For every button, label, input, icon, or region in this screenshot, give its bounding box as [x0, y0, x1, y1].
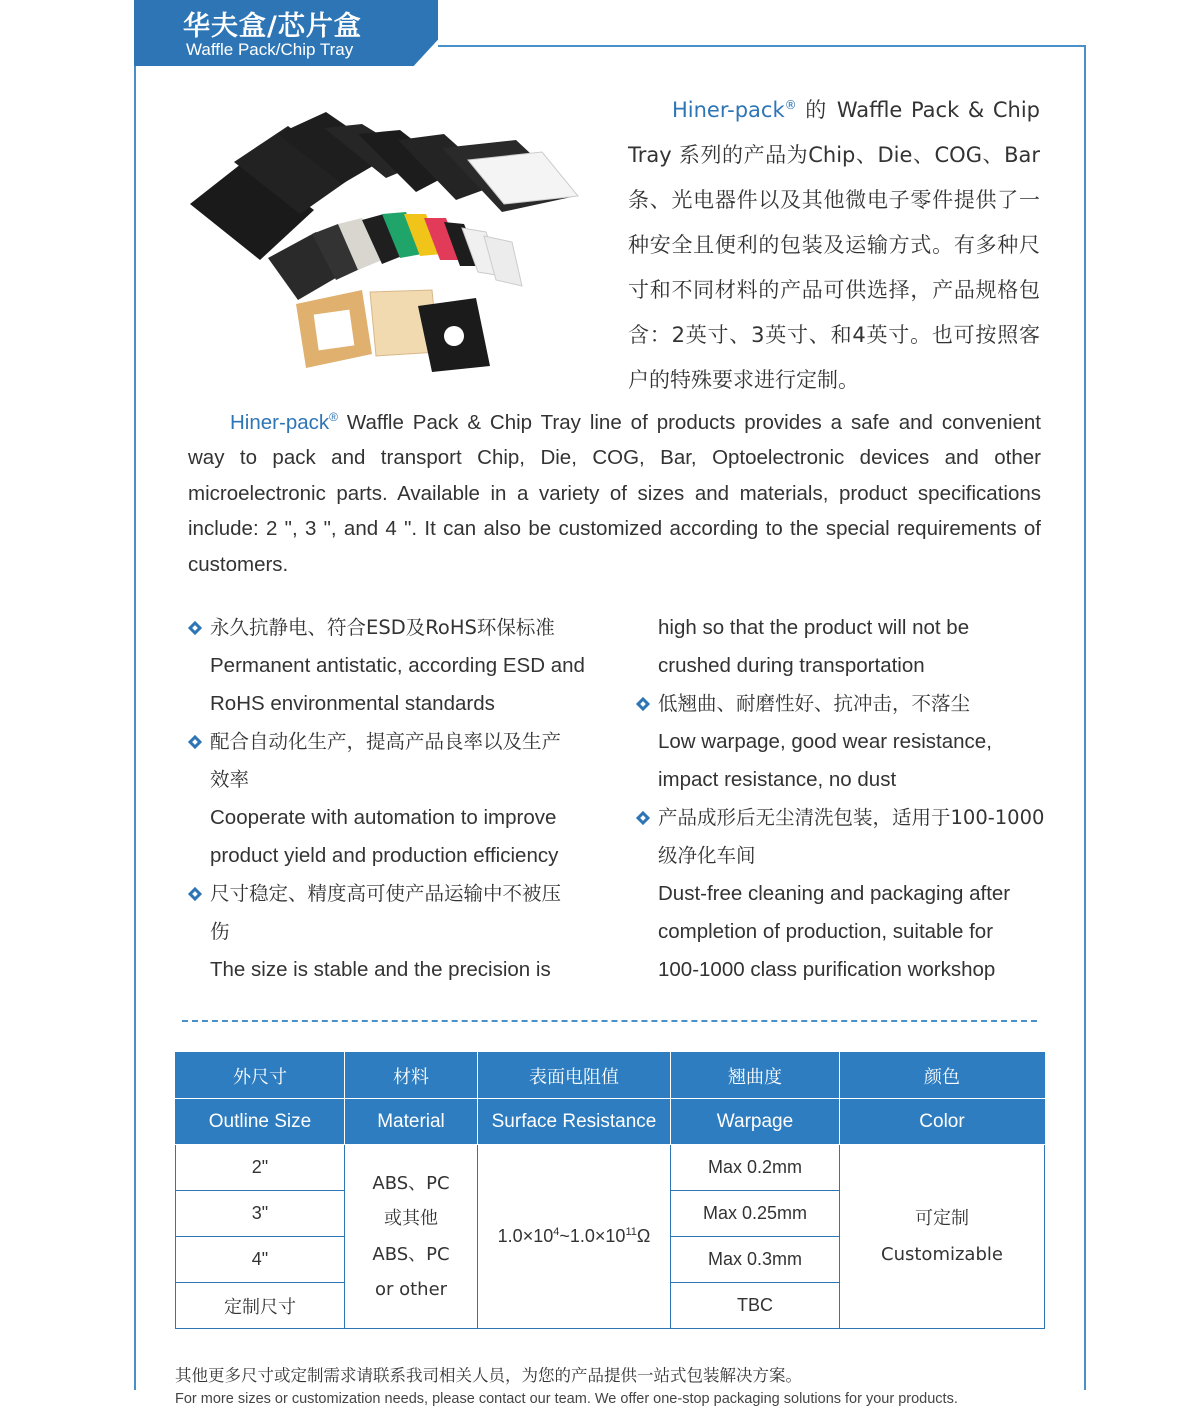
registered-mark: ® — [784, 98, 797, 112]
feature-line-text: Permanent antistatic, according ESD and — [210, 654, 585, 677]
feature-line-text: 级净化车间 — [658, 844, 756, 867]
feature-item — [190, 875, 610, 913]
feature-line-text: 产品成形后无尘清洗包装，适用于100-1000 — [658, 806, 1045, 829]
table-row — [176, 1145, 1045, 1191]
table-header-row-en — [176, 1099, 1045, 1145]
footer-note-en: For more sizes or customization needs, please contact our team. We offer one-stop packaging solutions for your products. — [175, 1391, 958, 1407]
resistance-sep: ~ — [559, 1226, 570, 1246]
table-header-row-cn — [176, 1053, 1045, 1099]
feature-text — [190, 799, 610, 837]
diamond-bullet-icon — [188, 621, 202, 635]
feature-text — [638, 875, 1058, 913]
section-title-cn: 华夫盒/芯片盒 — [183, 11, 362, 42]
brand-name-en: Hiner-pack — [230, 410, 330, 434]
color-line: 可定制 — [915, 1208, 969, 1229]
size-cell: 定制尺寸 — [176, 1283, 345, 1329]
feature-line-text: impact resistance, no dust — [658, 768, 897, 791]
feature-text — [190, 837, 610, 875]
feature-list-left — [190, 609, 610, 989]
diamond-bullet-icon — [636, 811, 650, 825]
feature-item — [190, 723, 610, 761]
color-cell — [840, 1145, 1045, 1329]
material-line: ABS、PC — [372, 1243, 450, 1265]
frame-right-line — [1084, 45, 1086, 1390]
material-line: 或其他 — [384, 1208, 438, 1229]
feature-item — [190, 609, 610, 647]
header-size-cn: 外尺寸 — [176, 1053, 345, 1099]
feature-line-text: Low warpage, good wear resistance, — [658, 730, 992, 753]
intro-cn-text: 的 Waffle Pack & Chip Tray 系列的产品为Chip、Die、COG、Bar条、光电器件以及其他微电子零件提供了一种安全且便利的包装及运输方式。有多种尺寸和不同材料的产品可供选择，产品规格包含：2英寸、3英寸、和4英寸。也可按照客户的特殊要求进行定制。 — [628, 98, 1040, 392]
feature-text — [190, 913, 610, 951]
resistance-cell — [478, 1145, 671, 1329]
diamond-bullet-icon — [188, 887, 202, 901]
resistance-high-exp: 11 — [625, 1226, 637, 1238]
feature-line-text: 效率 — [210, 768, 250, 791]
diamond-bullet-icon — [636, 697, 650, 711]
warpage-cell: Max 0.2mm — [671, 1145, 840, 1191]
feature-item — [638, 799, 1058, 837]
intro-cn — [628, 83, 1040, 403]
feature-line-text: product yield and production efficiency — [210, 844, 559, 867]
color-line: Customizable — [881, 1243, 1003, 1265]
material-line: or other — [374, 1279, 448, 1300]
header-warpage-en: Warpage — [671, 1099, 840, 1145]
intro-en — [188, 400, 1041, 582]
feature-text — [190, 685, 610, 723]
brand-name: Hiner-pack — [672, 98, 785, 122]
header-material-en: Material — [345, 1099, 478, 1145]
feature-text — [638, 951, 1058, 989]
feature-line-text: 低翘曲、耐磨性好、抗冲击，不落尘 — [658, 692, 971, 715]
feature-text — [638, 837, 1058, 875]
frame-left-line — [134, 66, 136, 1390]
dashed-divider — [182, 1020, 1037, 1022]
feature-text — [190, 761, 610, 799]
feature-line-text: 尺寸稳定、精度高可使产品运输中不被压 — [210, 882, 562, 905]
feature-line-text: The size is stable and the precision is — [210, 958, 551, 981]
warpage-cell: Max 0.3mm — [671, 1237, 840, 1283]
feature-line-text: crushed during transportation — [658, 654, 925, 677]
size-cell: 3" — [176, 1191, 345, 1237]
feature-list-right — [638, 609, 1058, 989]
tray-row-colored — [268, 212, 522, 300]
resistance-low: 1.0×10 — [497, 1226, 554, 1246]
spec-table — [175, 1052, 1045, 1329]
feature-line-text: 永久抗静电、符合ESD及RoHS环保标准 — [210, 616, 555, 639]
header-color-en: Color — [840, 1099, 1045, 1145]
feature-line-text: 配合自动化生产，提高产品良率以及生产 — [210, 730, 562, 753]
tray-row-frames — [296, 290, 490, 372]
feature-line-text: Cooperate with automation to improve — [210, 806, 557, 829]
section-title-en: Waffle Pack/Chip Tray — [186, 40, 354, 59]
feature-item — [638, 685, 1058, 723]
header-color-cn: 颜色 — [840, 1053, 1045, 1099]
header-resistance-cn: 表面电阻值 — [478, 1053, 671, 1099]
intro-en-text: Waffle Pack & Chip Tray line of products provides a safe and convenient way to pack and transport Chip, Die, COG, Bar, Optoelectronic devices and other microelectronic parts. Available in a variety of sizes and materials, product specifications include: 2 ", 3 ", and 4 ". It can also be customized according to the special requirements of customers. — [188, 410, 1041, 576]
warpage-cell: Max 0.25mm — [671, 1191, 840, 1237]
feature-text — [638, 609, 1058, 647]
product-photo — [186, 100, 586, 390]
feature-line-text: high so that the product will not be — [658, 616, 970, 639]
resistance-high: 1.0×10 — [569, 1226, 626, 1246]
material-line: ABS、PC — [372, 1172, 450, 1194]
size-cell: 4" — [176, 1237, 345, 1283]
footer-note-cn: 其他更多尺寸或定制需求请联系我司相关人员，为您的产品提供一站式包装解决方案。 — [175, 1366, 802, 1385]
feature-text — [638, 761, 1058, 799]
material-cell — [345, 1145, 478, 1329]
feature-text — [190, 647, 610, 685]
resistance-low-exp: 4 — [553, 1226, 560, 1238]
feature-line-text: 100-1000 class purification workshop — [658, 958, 996, 981]
feature-line-text: RoHS environmental standards — [210, 692, 495, 715]
feature-line-text: completion of production, suitable for — [658, 920, 994, 943]
header-warpage-cn: 翘曲度 — [671, 1053, 840, 1099]
diamond-bullet-icon — [188, 735, 202, 749]
frame-top-line — [438, 45, 1085, 47]
feature-text — [638, 913, 1058, 951]
warpage-cell: TBC — [671, 1283, 840, 1329]
header-size-en: Outline Size — [176, 1099, 345, 1145]
feature-text — [190, 951, 610, 989]
header-material-cn: 材料 — [345, 1053, 478, 1099]
feature-text — [638, 723, 1058, 761]
feature-line-text: Dust-free cleaning and packaging after — [658, 882, 1011, 905]
header-resistance-en: Surface Resistance — [478, 1099, 671, 1145]
size-cell: 2" — [176, 1145, 345, 1191]
registered-mark-en: ® — [329, 410, 338, 424]
feature-line-text: 伤 — [210, 920, 230, 943]
feature-text — [638, 647, 1058, 685]
resistance-unit: Ω — [636, 1226, 651, 1246]
